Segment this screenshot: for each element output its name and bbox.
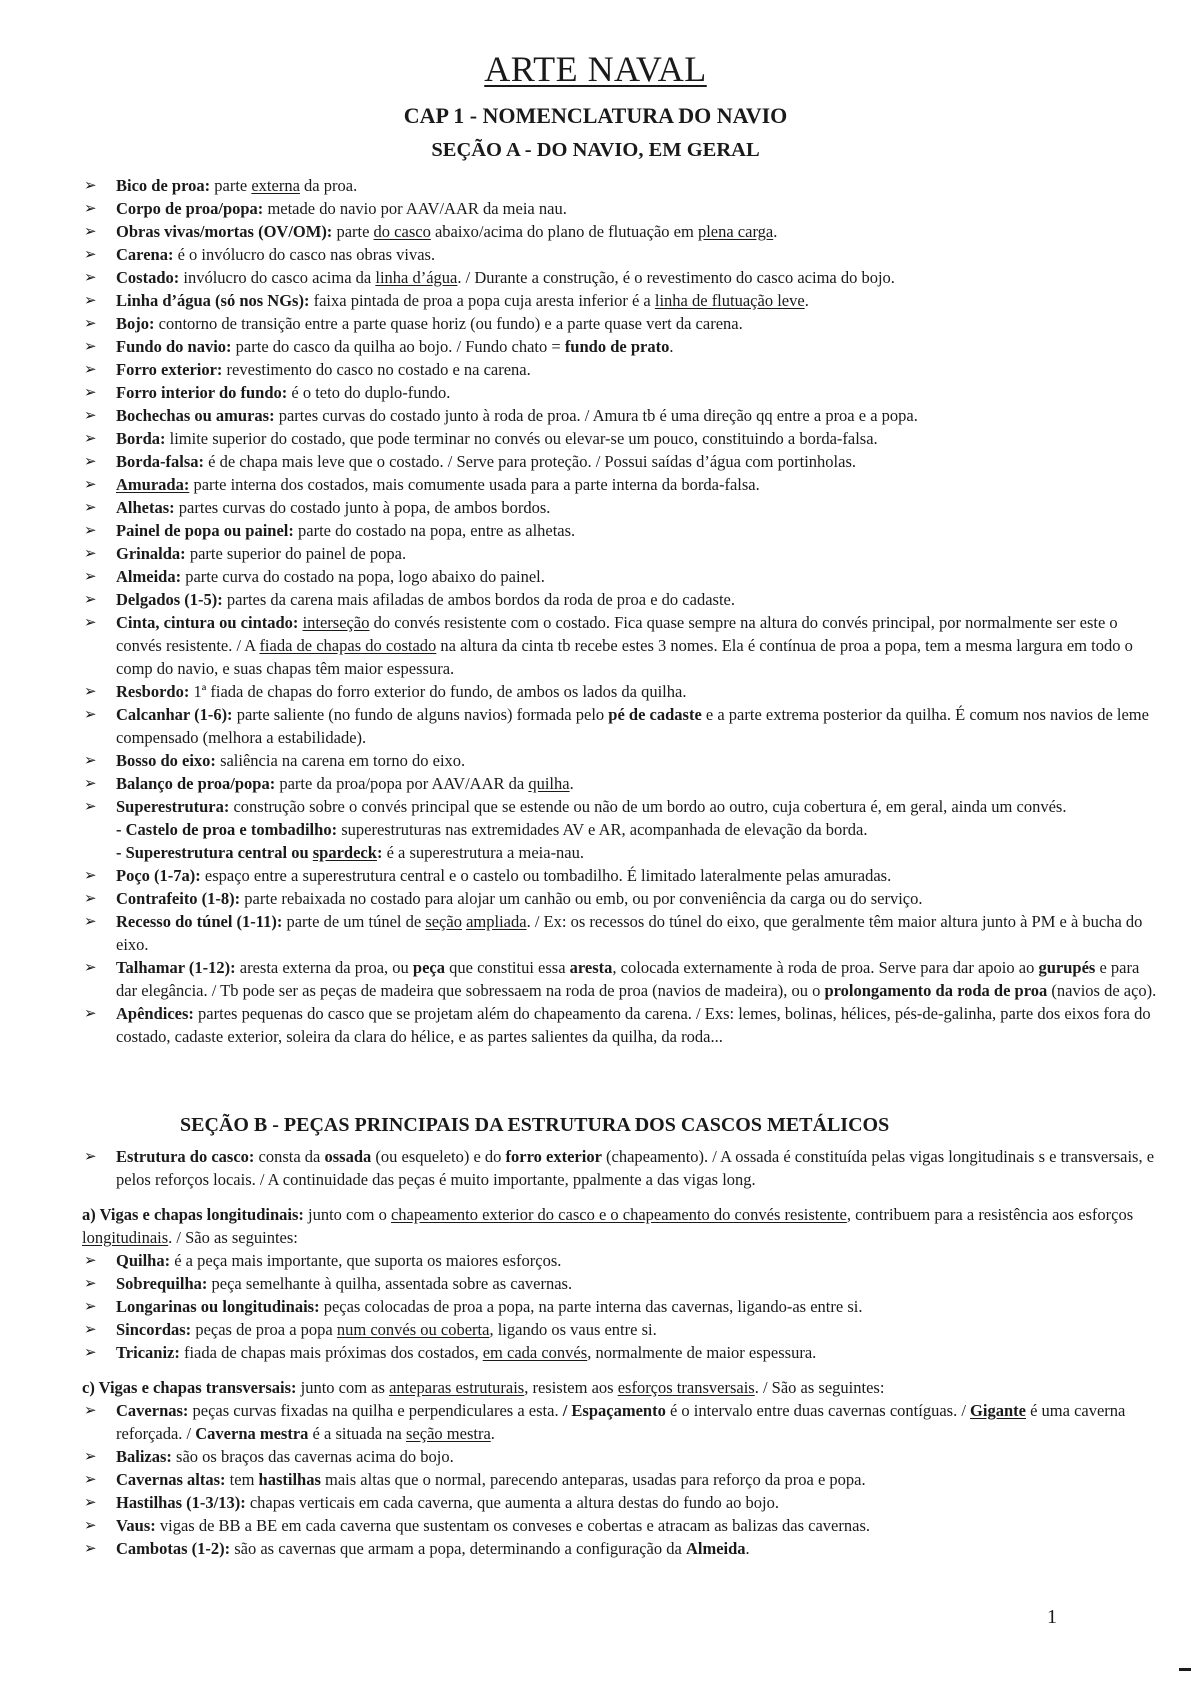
definition-item [82, 1145, 1162, 1191]
definition-item [82, 680, 1162, 703]
text-run: Balizas: [116, 1447, 172, 1466]
text-run: parte do costado na popa, entre as alhetas. [293, 521, 576, 540]
definition-item [82, 1537, 1162, 1560]
text-run: parte [332, 222, 374, 241]
text-run: parte de um túnel de [282, 912, 426, 931]
text-run: parte saliente (no fundo de alguns navios) formada pelo [232, 705, 609, 724]
text-run: interseção [302, 613, 370, 632]
definition-item [82, 404, 1162, 427]
definition-item [82, 1002, 1162, 1048]
section-b-body [82, 1145, 1162, 1560]
text-run: fiada de chapas do costado [259, 636, 437, 655]
text-run: peça semelhante à quilha, assentada sobre as cavernas. [207, 1274, 573, 1293]
text-run: Cinta, cintura ou cintado: [116, 613, 299, 632]
definition-item [82, 864, 1162, 887]
text-run: linha d’água [375, 268, 458, 287]
text-run: Bojo: [116, 314, 155, 333]
text-run: aresta [569, 958, 613, 977]
text-run: parte do casco da quilha ao bojo. / Fundo chato = [231, 337, 565, 356]
text-run: Bosso do eixo: [116, 751, 216, 770]
text-run: . [745, 1539, 750, 1558]
text-run: (chapeamento). / A ossada é constituída pelas vigas longitudinais s e transversais, e pelos reforços locais. / A continuidade das peças é muito importante, ppalmente a das vigas long. [116, 1147, 1155, 1189]
chapter-title: CAP 1 - NOMENCLATURA DO NAVIO [403, 103, 788, 128]
text-run: partes da carena mais afiladas de ambos bordos da roda de proa e do cadaste. [222, 590, 735, 609]
definition-item [82, 381, 1162, 404]
text-run: construção sobre o convés principal que se estende ou não de um bordo ao outro, cuja cobertura é, em geral, ainda um convés. [229, 797, 1067, 816]
definition-item [82, 1399, 1162, 1445]
definition-item [82, 1468, 1162, 1491]
definition-item [82, 1491, 1162, 1514]
section-a-body [82, 174, 1162, 1048]
definition-item [82, 1249, 1162, 1272]
definition-item [82, 910, 1162, 956]
page-number: 1 [1047, 1606, 1057, 1628]
text-run: Delgados (1-5): [116, 590, 223, 609]
text-run: vigas de BB a BE em cada caverna que sustentam os conveses e cobertas e atracam as balizas das cavernas. [155, 1516, 870, 1535]
definition-item [82, 174, 1162, 197]
scan-edge-mark [1179, 1668, 1191, 1671]
text-run: é uma caverna reforçada. / [116, 1401, 1126, 1443]
text-run: Painel de popa ou painel: [116, 521, 294, 540]
definition-item [82, 1272, 1162, 1295]
text-run: e a parte extrema posterior da quilha. É comum nos navios de leme compensado (melhora a estabilidade). [116, 705, 1149, 747]
definition-item [82, 220, 1162, 243]
text-run: a) Vigas e chapas longitudinais: [82, 1205, 304, 1224]
text-run: Balanço de proa/popa: [116, 774, 276, 793]
text-run: (navios de aço). [1047, 981, 1157, 1000]
text-run: peças curvas fixadas na quilha e perpendiculares a esta. [188, 1401, 563, 1420]
text-run: spardeck [312, 843, 377, 862]
text-run: Talhamar (1-12): [116, 958, 236, 977]
text-run: metade do navio por AAV/AAR da meia nau. [263, 199, 567, 218]
section-b-intro-list [82, 1145, 1162, 1191]
text-run: mais altas que o normal, parecendo anteparas, usadas para reforço da proa e popa. [320, 1470, 866, 1489]
text-run: , resistem aos [524, 1378, 618, 1397]
definition-item [82, 772, 1162, 795]
text-run: aresta externa da proa, ou [235, 958, 413, 977]
definition-item [82, 1445, 1162, 1468]
text-run: Gigante [970, 1401, 1026, 1420]
text-run: partes curvas do costado junto à roda de proa. / Amura tb é uma direção qq entre a proa e a popa. [274, 406, 918, 425]
definition-item [82, 358, 1162, 381]
definition-item [82, 519, 1162, 542]
text-run: peça [412, 958, 445, 977]
text-run: limite superior do costado, que pode terminar no convés ou elevar-se um pouco, constituindo a borda-falsa. [165, 429, 878, 448]
text-run: Carena: [116, 245, 174, 264]
text-run: , ligando os vaus entre si. [489, 1320, 657, 1339]
text-run: Corpo de proa/popa: [116, 199, 264, 218]
definition-item [82, 289, 1162, 312]
definition-item [82, 588, 1162, 611]
text-run: . / São as seguintes: [754, 1378, 885, 1397]
text-run: peças de proa a popa [191, 1320, 337, 1339]
text-run: do convés resistente com o costado. Fica quase sempre na altura do convés principal, por normalmente ser este o convés resistente. / A [116, 613, 1118, 655]
text-run: consta da [254, 1147, 325, 1166]
text-run: . / Ex: os recessos do túnel do eixo, que geralmente têm maior altura junto à PM e à bucha do eixo. [116, 912, 1143, 954]
text-run: Bochechas ou amuras: [116, 406, 275, 425]
definition-item [82, 450, 1162, 473]
text-run: Forro interior do fundo: [116, 383, 288, 402]
text-run: Amurada: [116, 475, 190, 494]
text-run: que constitui essa [445, 958, 570, 977]
text-run: parte rebaixada no costado para alojar um canhão ou emb, ou por conveniência da carga ou do serviço. [240, 889, 923, 908]
definition-item [82, 335, 1162, 358]
definition-item [82, 611, 1162, 680]
text-run: linha de flutuação leve [654, 291, 805, 310]
text-run: Almeida [685, 1539, 746, 1558]
text-run: Poço (1-7a): [116, 866, 201, 885]
definition-item [82, 1318, 1162, 1341]
definition-item [82, 1295, 1162, 1318]
text-run: c) Vigas e chapas transversais: [82, 1378, 297, 1397]
text-run: . [773, 222, 778, 241]
definition-item [82, 749, 1162, 772]
text-run: parte superior do painel de popa. [185, 544, 407, 563]
text-run: Costado: [116, 268, 180, 287]
text-run: seção mestra [406, 1424, 491, 1443]
text-run: é o invólucro do casco nas obras vivas. [173, 245, 436, 264]
section-b-title: SEÇÃO B - PEÇAS PRINCIPAIS DA ESTRUTURA DOS CASCOS METÁLICOS [180, 1114, 890, 1136]
text-run: peças colocadas de proa a popa, na parte interna das cavernas, ligando-as entre si. [319, 1297, 863, 1316]
text-run: forro exterior [505, 1147, 602, 1166]
text-run: . / Durante a construção, é o revestimento do casco acima do bojo. [457, 268, 895, 287]
longitudinal-list [82, 1249, 1162, 1364]
definition-item [82, 496, 1162, 519]
text-run: Cambotas (1-2): [116, 1539, 231, 1558]
text-run: abaixo/acima do plano de flutuação em [430, 222, 698, 241]
text-run: Tricaniz: [116, 1343, 180, 1362]
text-run: fiada de chapas mais próximas dos costados, [179, 1343, 483, 1362]
text-run: . [569, 774, 574, 793]
text-run: tem [225, 1470, 259, 1489]
text-run: Calcanhar (1-6): [116, 705, 233, 724]
text-run: Quilha: [116, 1251, 171, 1270]
text-run: Hastilhas (1-3/13): [116, 1493, 246, 1512]
text-run: é a peça mais importante, que suporta os maiores esforços. [170, 1251, 562, 1270]
text-run: do casco [373, 222, 431, 241]
definition-item [82, 266, 1162, 289]
text-run: chapas verticais em cada caverna, que aumenta a altura destas do fundo ao bojo. [245, 1493, 779, 1512]
text-run: saliência na carena em torno do eixo. [215, 751, 466, 770]
text-run: , colocada externamente à roda de proa. Serve para dar apoio ao [612, 958, 1039, 977]
text-run: da proa. [299, 176, 358, 195]
text-run: partes pequenas do casco que se projetam além do chapeamento da carena. / Exs: lemes, bolinas, hélices, pés-de-galinha, parte dos eixos fora do costado, cadaste exterior, soleira da clara do hélice, e as partes salientes da quilha, da roda... [116, 1004, 1151, 1046]
text-run: prolongamento da roda de proa [824, 981, 1048, 1000]
definition-item [82, 197, 1162, 220]
definition-item [82, 542, 1162, 565]
text-run: superestruturas nas extremidades AV e AR, acompanhada de elevação da borda. [337, 820, 868, 839]
text-run: invólucro do casco acima da [179, 268, 376, 287]
text-run: junto com as [296, 1378, 390, 1397]
text-run: 1ª fiada de chapas do forro exterior do fundo, de ambos os lados da quilha. [189, 682, 687, 701]
text-run: junto com o [303, 1205, 391, 1224]
definition-item [82, 1514, 1162, 1537]
definition-item [82, 312, 1162, 335]
text-run: (ou esqueleto) e do [371, 1147, 506, 1166]
text-run: Borda-falsa: [116, 452, 204, 471]
text-run: e para dar elegância. / Tb pode ser as peças de madeira que sobressaem na roda de proa (navios de madeira), ou o [116, 958, 1140, 1000]
text-run: ampliada [466, 912, 527, 931]
text-run: parte da proa/popa por AAV/AAR da [275, 774, 529, 793]
text-run: parte [210, 176, 252, 195]
text-run: fundo de prato [564, 337, 670, 356]
text-run: revestimento do casco no costado e na carena. [222, 360, 531, 379]
text-run: partes curvas do costado junto à popa, de ambos bordos. [174, 498, 551, 517]
text-run: na altura da cinta tb recebe estes 3 nomes. Ela é contínua de proa a popa, tem a mesma largura em todo o comp do navio, e suas chapas têm maior espessura. [116, 636, 1133, 678]
definition-item [82, 887, 1162, 910]
text-run: Cavernas altas: [116, 1470, 226, 1489]
text-run: Vaus: [116, 1516, 156, 1535]
text-run: Resbordo: [116, 682, 190, 701]
text-run: Cavernas: [116, 1401, 189, 1420]
text-run: Sobrequilha: [116, 1274, 208, 1293]
text-run: são as cavernas que armam a popa, determinando a configuração da [230, 1539, 686, 1558]
definition-item [82, 565, 1162, 588]
text-run: parte curva do costado na popa, logo abaixo do painel. [181, 567, 545, 586]
text-run: . [804, 291, 809, 310]
text-run: chapeamento exterior do casco e o chapeamento do convés resistente [390, 1205, 847, 1224]
text-run: pé de cadaste [608, 705, 702, 724]
text-run: faixa pintada de proa a popa cuja aresta inferior é a [309, 291, 655, 310]
text-run: : [376, 843, 383, 862]
text-run: é o teto do duplo-fundo. [287, 383, 451, 402]
text-run: hastilhas [258, 1470, 321, 1489]
text-run: , contribuem para a resistência aos esforços [846, 1205, 1134, 1224]
text-run: Grinalda: [116, 544, 186, 563]
text-run: parte interna dos costados, mais comumente usada para a parte interna da borda-falsa. [189, 475, 760, 494]
text-run: . [490, 1424, 495, 1443]
longitudinal-heading [82, 1203, 1162, 1249]
superstructure-subitem [82, 818, 1162, 841]
text-run: anteparas estruturais [389, 1378, 525, 1397]
text-run: longitudinais [82, 1228, 169, 1247]
superstructure-subitem [82, 841, 1162, 864]
text-run: num convés ou coberta [336, 1320, 490, 1339]
text-run: plena carga [697, 222, 774, 241]
text-run: ossada [324, 1147, 372, 1166]
text-run: Sincordas: [116, 1320, 192, 1339]
text-run: Linha d’água (só nos NGs): [116, 291, 310, 310]
text-run: Alhetas: [116, 498, 175, 517]
text-run: Recesso do túnel (1-11): [116, 912, 283, 931]
definition-item [82, 473, 1162, 496]
text-run: gurupés [1038, 958, 1096, 977]
text-run: . / São as seguintes: [168, 1228, 298, 1247]
text-run: Bico de proa: [116, 176, 211, 195]
definition-item [82, 427, 1162, 450]
section-a-title: SEÇÃO A - DO NAVIO, EM GERAL [431, 139, 760, 161]
document-title: ARTE NAVAL [484, 49, 707, 89]
text-run: é a superestrutura a meia-nau. [382, 843, 585, 862]
definition-item [82, 243, 1162, 266]
text-run: contorno de transição entre a parte quase horiz (ou fundo) e a parte quase vert da carena. [154, 314, 743, 333]
text-run: é a situada na [308, 1424, 407, 1443]
text-run: Almeida: [116, 567, 182, 586]
definition-item [82, 1341, 1162, 1364]
definition-item [82, 795, 1162, 818]
text-run: Forro exterior: [116, 360, 223, 379]
definition-item [82, 703, 1162, 749]
text-run: / Espaçamento [562, 1401, 666, 1420]
transversal-list [82, 1399, 1162, 1560]
text-run: Longarinas ou longitudinais: [116, 1297, 320, 1316]
text-run: Superestrutura: [116, 797, 230, 816]
text-run: externa [251, 176, 300, 195]
text-run: Estrutura do casco: [116, 1147, 255, 1166]
text-run: Fundo do navio: [116, 337, 232, 356]
text-run: Obras vivas/mortas (OV/OM): [116, 222, 333, 241]
text-run: seção [425, 912, 462, 931]
text-run: esforços transversais [617, 1378, 755, 1397]
text-run: são os braços das cavernas acima do bojo. [171, 1447, 454, 1466]
text-run: - Castelo de proa e tombadilho: [116, 820, 338, 839]
text-run: quilha [528, 774, 570, 793]
text-run: Borda: [116, 429, 166, 448]
text-run: - Superestrutura central ou [116, 843, 313, 862]
section-a-list [82, 174, 1162, 1048]
text-run: em cada convés [482, 1343, 588, 1362]
text-run: . [669, 337, 674, 356]
text-run: Caverna mestra [195, 1424, 309, 1443]
text-run: Apêndices: [116, 1004, 194, 1023]
definition-item [82, 956, 1162, 1002]
text-run: Contrafeito (1-8): [116, 889, 241, 908]
text-run: espaço entre a superestrutura central e o castelo ou tombadilho. É limitado lateralmente pelas amuradas. [200, 866, 892, 885]
text-run: , normalmente de maior espessura. [587, 1343, 817, 1362]
text-run: é o intervalo entre duas cavernas contíguas. / [665, 1401, 971, 1420]
text-run: é de chapa mais leve que o costado. / Serve para proteção. / Possui saídas d’água com portinholas. [204, 452, 857, 471]
transversal-heading [82, 1376, 1162, 1399]
